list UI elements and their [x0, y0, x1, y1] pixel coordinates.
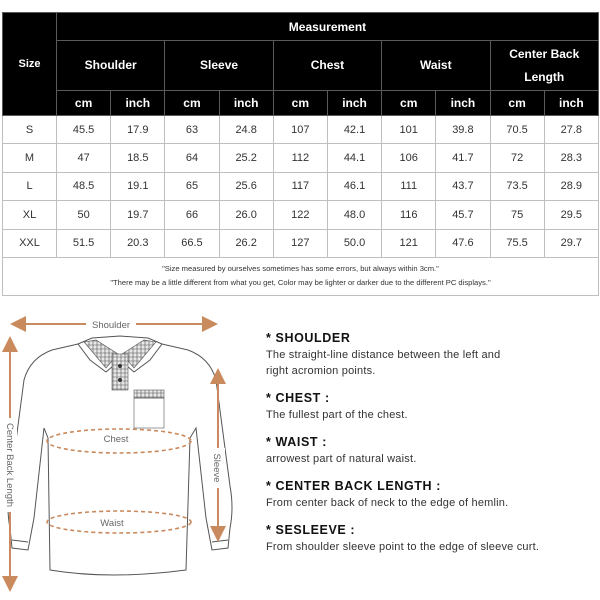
definition-title: * CENTER BACK LENGTH : [266, 479, 442, 493]
definition-chest [266, 390, 596, 423]
definition-center-back-length [266, 478, 596, 511]
column-group-header: Chest [273, 41, 381, 91]
value-cell: 111 [382, 172, 436, 200]
value-cell: 43.7 [436, 172, 490, 200]
definition-title: * CHEST : [266, 391, 330, 405]
value-cell: 101 [382, 116, 436, 144]
center-back-length-label: Center Back Length [4, 423, 15, 507]
unit-header: cm [57, 91, 111, 116]
value-cell: 121 [382, 229, 436, 257]
unit-header: inch [219, 91, 273, 116]
definition-text: From center back of neck to the edge of hemlin. [266, 497, 509, 509]
chest-label: Chest [103, 434, 129, 445]
value-cell: 39.8 [436, 116, 490, 144]
size-cell: XXL [3, 229, 57, 257]
definition-text: The straight-line distance between the left and right acromion points. [266, 349, 501, 377]
size-cell: XL [3, 201, 57, 229]
value-cell: 73.5 [490, 172, 544, 200]
size-cell: S [3, 116, 57, 144]
value-cell: 20.3 [111, 229, 165, 257]
shoulder-label: Shoulder [91, 320, 131, 331]
value-cell: 28.9 [544, 172, 598, 200]
value-cell: 51.5 [57, 229, 111, 257]
value-cell: 29.7 [544, 229, 598, 257]
value-cell: 27.8 [544, 116, 598, 144]
value-cell: 112 [273, 144, 327, 172]
table-row [3, 201, 599, 229]
value-cell: 45.7 [436, 201, 490, 229]
column-group-header: Waist [382, 41, 490, 91]
value-cell: 48.5 [57, 172, 111, 200]
definition-text: arrowest part of natural waist. [266, 453, 417, 465]
column-group-header: Sleeve [165, 41, 273, 91]
measurement-header: Measurement [57, 13, 599, 41]
value-cell: 65 [165, 172, 219, 200]
value-cell: 75.5 [490, 229, 544, 257]
unit-header: cm [165, 91, 219, 116]
table-row [3, 116, 599, 144]
value-cell: 19.7 [111, 201, 165, 229]
value-cell: 117 [273, 172, 327, 200]
definition-text: The fullest part of the chest. [266, 409, 408, 421]
value-cell: 47 [57, 144, 111, 172]
column-group-header: Shoulder [57, 41, 165, 91]
definition-text: From shoulder sleeve point to the edge of sleeve curt. [266, 541, 540, 553]
table-row [3, 229, 599, 257]
size-cell: L [3, 172, 57, 200]
definition-title: * SHOULDER [266, 331, 351, 345]
value-cell: 66.5 [165, 229, 219, 257]
value-cell: 42.1 [327, 116, 381, 144]
value-cell: 41.7 [436, 144, 490, 172]
note-line-1: "Size measured by ourselves sometimes has some errors, but always within 3cm." [162, 264, 439, 274]
value-cell: 17.9 [111, 116, 165, 144]
shirt-diagram-svg [0, 308, 262, 600]
value-cell: 63 [165, 116, 219, 144]
size-chart-table-wrapper [2, 12, 598, 296]
unit-header: inch [544, 91, 598, 116]
value-cell: 47.6 [436, 229, 490, 257]
definition-sleeve [266, 522, 596, 555]
value-cell: 122 [273, 201, 327, 229]
definition-shoulder [266, 330, 596, 379]
value-cell: 50.0 [327, 229, 381, 257]
value-cell: 29.5 [544, 201, 598, 229]
note-row [3, 257, 599, 295]
value-cell: 48.0 [327, 201, 381, 229]
value-cell: 25.6 [219, 172, 273, 200]
shirt-icon [8, 336, 232, 575]
unit-header: cm [490, 91, 544, 116]
definition-title: * SESLEEVE : [266, 523, 356, 537]
unit-header: inch [111, 91, 165, 116]
measurement-definitions [266, 330, 596, 566]
value-cell: 19.1 [111, 172, 165, 200]
size-chart-table [2, 12, 599, 296]
value-cell: 28.3 [544, 144, 598, 172]
value-cell: 107 [273, 116, 327, 144]
unit-header: cm [382, 91, 436, 116]
table-row [3, 172, 599, 200]
column-group-header: Center Back Length [490, 41, 598, 91]
value-cell: 44.1 [327, 144, 381, 172]
value-cell: 45.5 [57, 116, 111, 144]
value-cell: 106 [382, 144, 436, 172]
size-header: Size [3, 13, 57, 116]
value-cell: 127 [273, 229, 327, 257]
value-cell: 26.2 [219, 229, 273, 257]
note-line-2: "There may be a little different from what you get, Color may be lighter or darker due to the different PC displays." [110, 278, 491, 288]
value-cell: 25.2 [219, 144, 273, 172]
unit-header: inch [436, 91, 490, 116]
table-row [3, 144, 599, 172]
value-cell: 70.5 [490, 116, 544, 144]
value-cell: 46.1 [327, 172, 381, 200]
definition-title: * WAIST : [266, 435, 327, 449]
value-cell: 64 [165, 144, 219, 172]
size-cell: M [3, 144, 57, 172]
value-cell: 116 [382, 201, 436, 229]
value-cell: 72 [490, 144, 544, 172]
value-cell: 50 [57, 201, 111, 229]
value-cell: 24.8 [219, 116, 273, 144]
waist-label: Waist [100, 518, 124, 529]
value-cell: 75 [490, 201, 544, 229]
unit-header: cm [273, 91, 327, 116]
value-cell: 66 [165, 201, 219, 229]
note-cell [3, 257, 599, 295]
unit-header: inch [327, 91, 381, 116]
sleeve-label: Sleeve [211, 453, 222, 483]
value-cell: 18.5 [111, 144, 165, 172]
shirt-diagram [0, 308, 262, 600]
value-cell: 26.0 [219, 201, 273, 229]
definition-waist [266, 434, 596, 467]
